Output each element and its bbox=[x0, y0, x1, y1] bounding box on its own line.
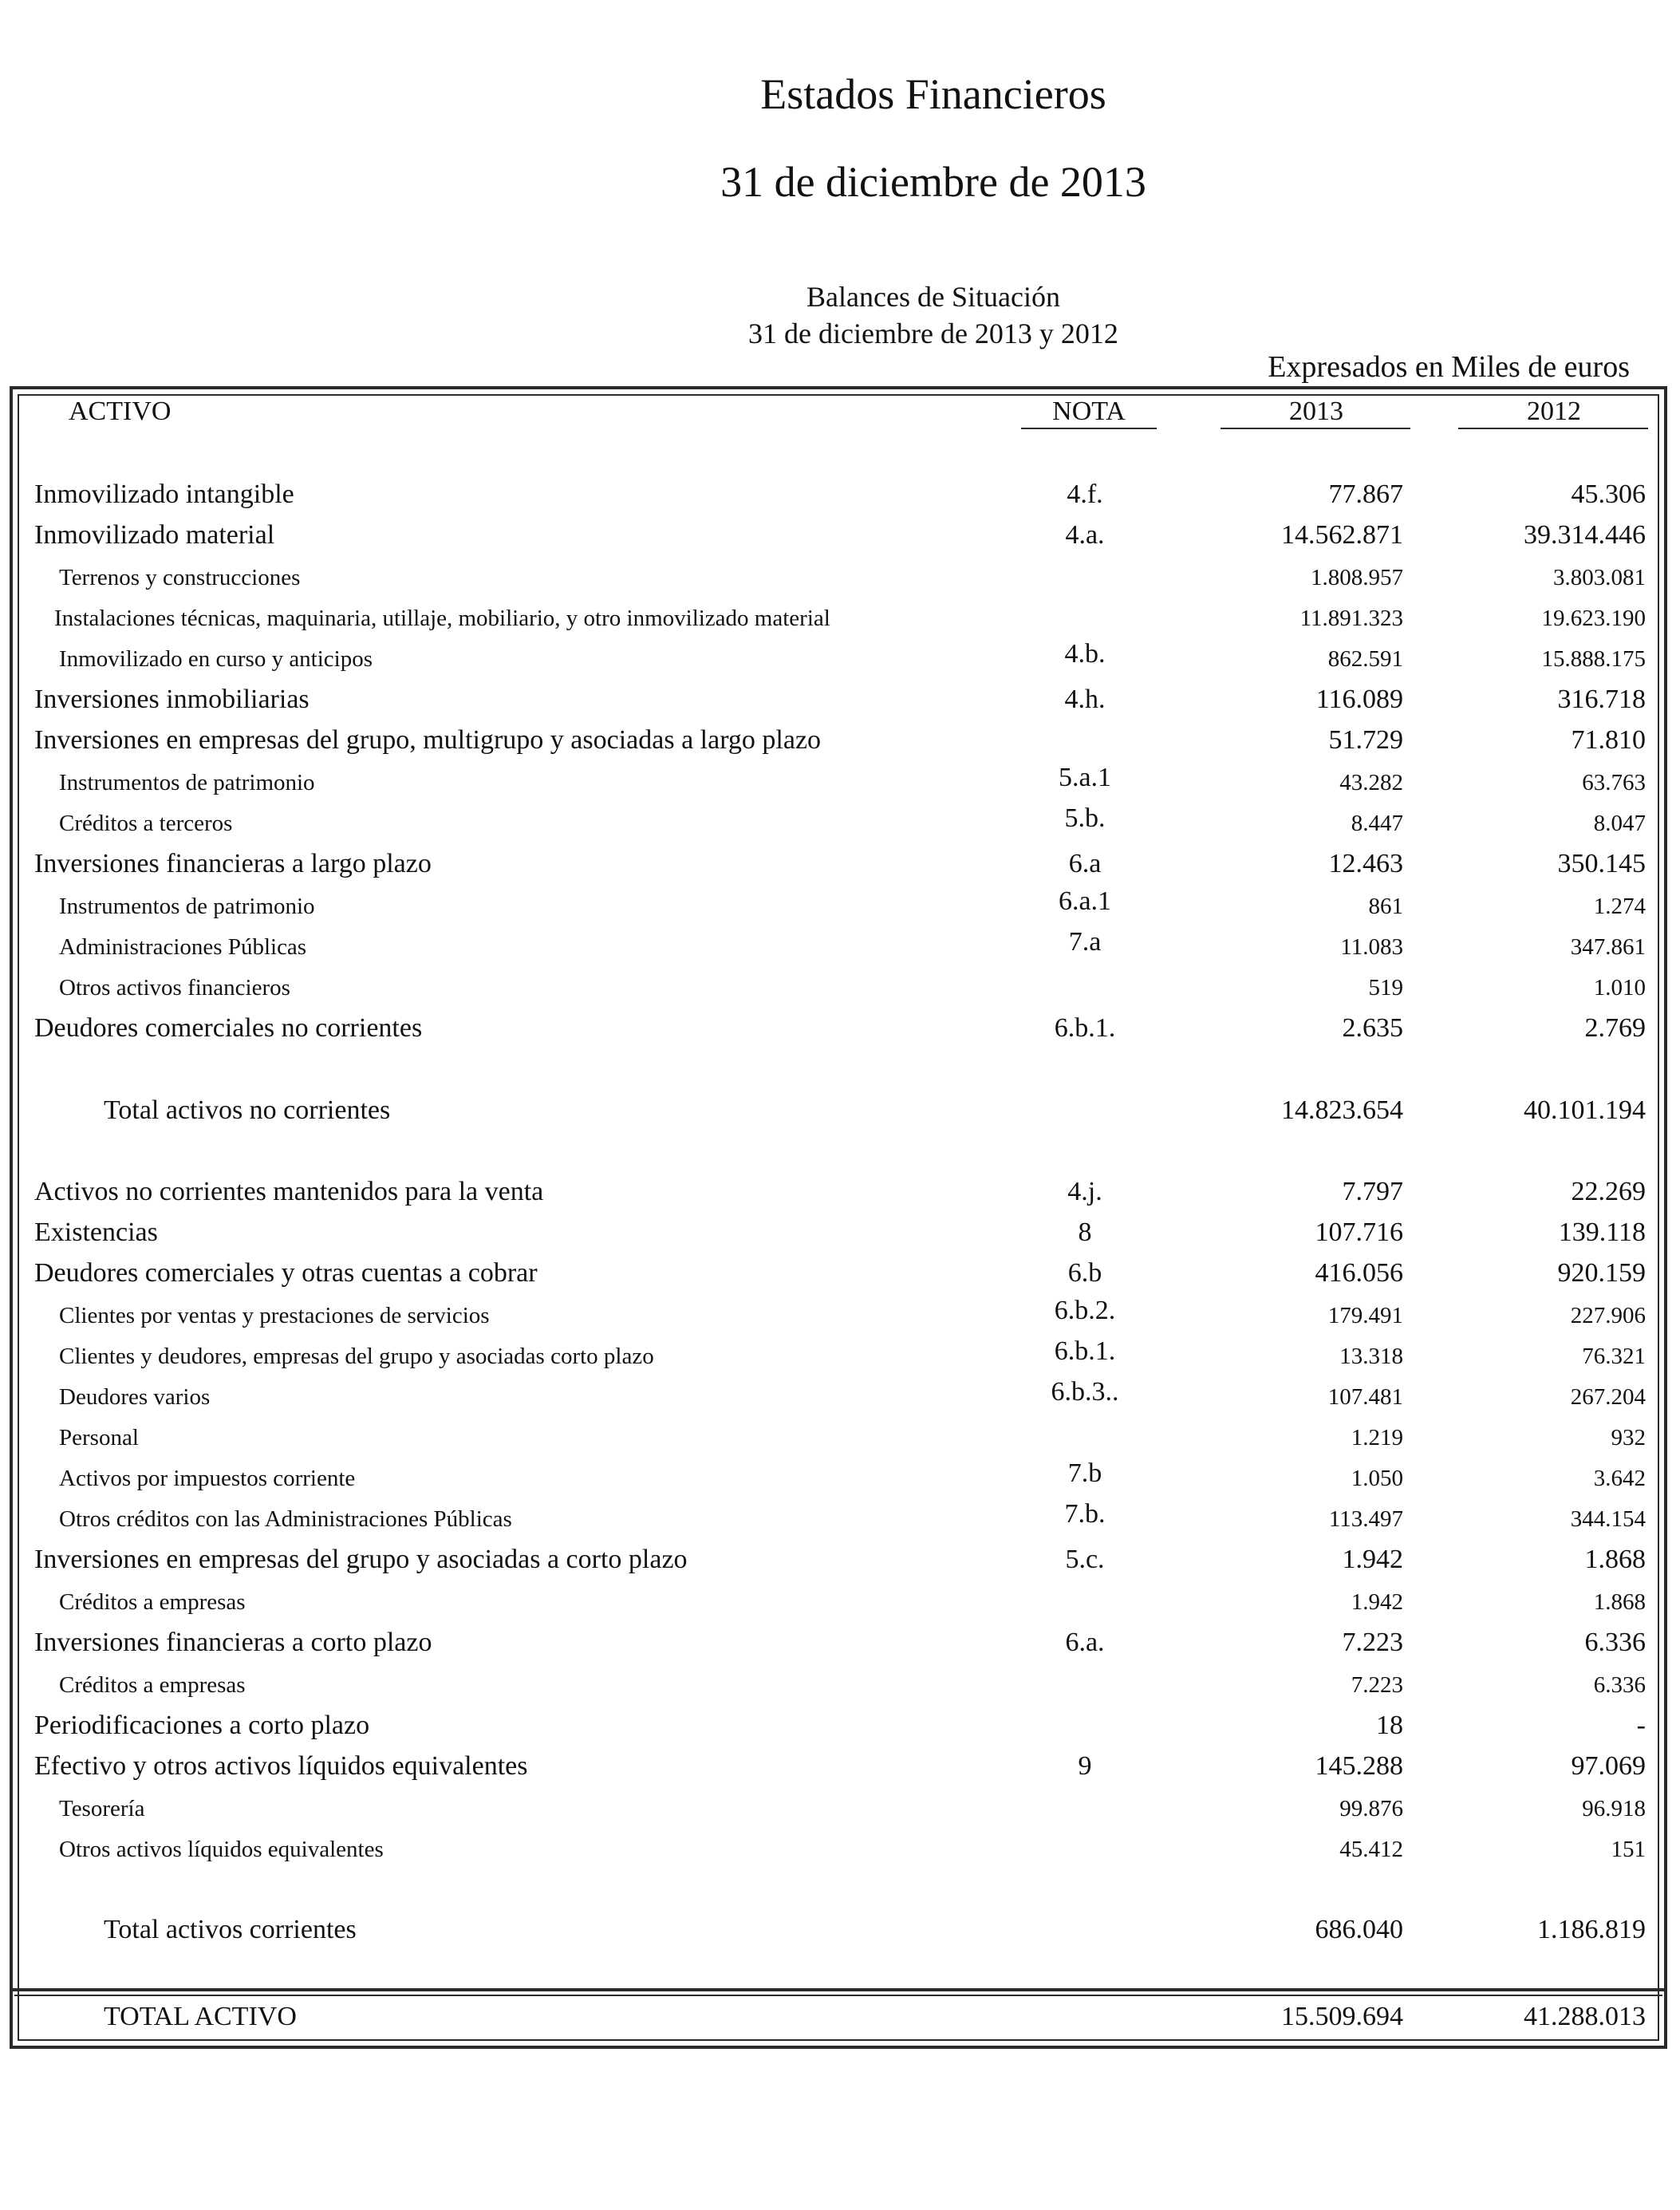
table-row bbox=[0, 1008, 1680, 1049]
row-label: Personal bbox=[59, 1425, 139, 1450]
row-label: Deudores comerciales no corrientes bbox=[34, 1013, 423, 1043]
row-value-2012: 6.336 bbox=[1593, 1672, 1646, 1698]
table-row bbox=[0, 1253, 1680, 1294]
row-value-2013: 15.509.694 bbox=[1281, 2002, 1403, 2031]
header-underline-nota bbox=[1021, 428, 1157, 429]
row-nota: 4.f. bbox=[1067, 479, 1103, 509]
row-label: TOTAL ACTIVO bbox=[104, 2002, 297, 2031]
row-value-2013: 1.942 bbox=[1351, 1589, 1403, 1615]
row-label: Periodificaciones a corto plazo bbox=[34, 1711, 370, 1740]
row-label: Créditos a empresas bbox=[59, 1589, 246, 1615]
row-nota: 8 bbox=[1078, 1217, 1092, 1247]
table-row bbox=[0, 1090, 1680, 1131]
row-label: Administraciones Públicas bbox=[59, 934, 307, 960]
row-nota: 6.b.1. bbox=[1054, 1013, 1116, 1043]
row-value-2013: 7.223 bbox=[1342, 1628, 1403, 1657]
row-value-2013: 1.050 bbox=[1351, 1466, 1403, 1491]
row-label: Instrumentos de patrimonio bbox=[59, 894, 315, 919]
row-value-2012: 3.803.081 bbox=[1553, 565, 1646, 590]
row-label: Otros activos financieros bbox=[59, 975, 290, 1000]
row-value-2013: 519 bbox=[1368, 975, 1403, 1000]
row-value-2012: 139.118 bbox=[1558, 1217, 1646, 1247]
row-value-2013: 14.823.654 bbox=[1281, 1095, 1403, 1125]
row-label: Inversiones en empresas del grupo y asociadas a corto plazo bbox=[34, 1545, 688, 1574]
table-row bbox=[0, 1458, 1680, 1499]
row-label: Activos no corrientes mantenidos para la venta bbox=[34, 1177, 544, 1206]
table-row bbox=[0, 557, 1680, 598]
row-nota: 7.b. bbox=[1064, 1499, 1106, 1529]
row-nota: 6.b.1. bbox=[1054, 1336, 1116, 1366]
table-row bbox=[0, 598, 1680, 639]
row-label: Instrumentos de patrimonio bbox=[59, 770, 315, 795]
table-row bbox=[0, 679, 1680, 720]
table-row bbox=[0, 762, 1680, 803]
row-value-2013: 145.288 bbox=[1315, 1751, 1403, 1781]
table-row bbox=[0, 638, 1680, 680]
row-label: Deudores comerciales y otras cuentas a cobrar bbox=[34, 1258, 538, 1288]
table-row bbox=[0, 1171, 1680, 1213]
row-value-2013: 8.447 bbox=[1351, 811, 1403, 836]
document-date: 31 de diciembre de 2013 bbox=[720, 158, 1146, 206]
row-value-2013: 7.223 bbox=[1351, 1672, 1403, 1698]
row-value-2012: 151 bbox=[1611, 1837, 1646, 1862]
table-row bbox=[0, 1705, 1680, 1746]
row-value-2013: 51.729 bbox=[1328, 725, 1403, 755]
row-nota: 6.b bbox=[1067, 1258, 1102, 1288]
table-row bbox=[0, 1295, 1680, 1336]
row-nota: 7.a bbox=[1068, 927, 1102, 957]
row-value-2012: 6.336 bbox=[1584, 1628, 1646, 1657]
row-label: Inversiones en empresas del grupo, multigrupo y asociadas a largo plazo bbox=[34, 725, 822, 755]
row-label: Créditos a empresas bbox=[59, 1672, 246, 1698]
row-value-2012: 267.204 bbox=[1570, 1384, 1646, 1410]
column-header-nota: NOTA bbox=[1052, 397, 1126, 426]
row-value-2013: 99.876 bbox=[1339, 1796, 1403, 1821]
units-note: Expresados en Miles de euros bbox=[1268, 350, 1630, 384]
statement-period: 31 de diciembre de 2013 y 2012 bbox=[748, 318, 1118, 349]
row-label: Inversiones inmobiliarias bbox=[34, 685, 310, 714]
row-value-2012: 71.810 bbox=[1571, 725, 1646, 755]
table-row bbox=[0, 1788, 1680, 1829]
row-value-2012: 39.314.446 bbox=[1524, 520, 1646, 550]
table-row bbox=[0, 1581, 1680, 1623]
table-row bbox=[0, 926, 1680, 968]
row-value-2012: 41.288.013 bbox=[1524, 2002, 1646, 2031]
row-value-2013: 1.942 bbox=[1342, 1545, 1403, 1574]
table-row bbox=[0, 1664, 1680, 1706]
row-value-2013: 862.591 bbox=[1327, 646, 1403, 672]
row-nota: 6.a. bbox=[1065, 1628, 1105, 1657]
row-value-2013: 11.083 bbox=[1340, 934, 1403, 960]
column-header-2012: 2012 bbox=[1527, 397, 1581, 426]
table-row bbox=[0, 1498, 1680, 1540]
row-value-2012: 347.861 bbox=[1570, 934, 1646, 960]
row-value-2013: 14.562.871 bbox=[1281, 520, 1403, 550]
row-value-2013: 416.056 bbox=[1315, 1258, 1403, 1288]
row-value-2012: 8.047 bbox=[1593, 811, 1646, 836]
row-nota: 5.a.1 bbox=[1058, 763, 1112, 792]
row-value-2012: 63.763 bbox=[1582, 770, 1646, 795]
row-value-2013: 13.318 bbox=[1339, 1344, 1403, 1369]
row-label: Inmovilizado en curso y anticipos bbox=[59, 646, 373, 672]
row-value-2012: - bbox=[1636, 1711, 1646, 1740]
row-nota: 5.b. bbox=[1064, 803, 1106, 833]
row-value-2012: 45.306 bbox=[1571, 479, 1646, 509]
table-row bbox=[0, 1829, 1680, 1870]
row-nota: 6.a.1 bbox=[1058, 886, 1112, 916]
row-nota: 6.a bbox=[1068, 849, 1102, 878]
row-label: Deudores varios bbox=[59, 1384, 211, 1410]
document-title: Estados Financieros bbox=[760, 70, 1106, 118]
table-row bbox=[0, 515, 1680, 556]
table-row bbox=[0, 967, 1680, 1008]
row-label: Existencias bbox=[34, 1217, 158, 1247]
row-value-2013: 7.797 bbox=[1342, 1177, 1403, 1206]
row-label: Inmovilizado intangible bbox=[34, 479, 294, 509]
row-value-2012: 96.918 bbox=[1582, 1796, 1646, 1821]
statement-title: Balances de Situación bbox=[806, 281, 1060, 313]
row-value-2012: 344.154 bbox=[1570, 1506, 1646, 1532]
column-header-2013: 2013 bbox=[1289, 397, 1343, 426]
row-label: Créditos a terceros bbox=[59, 811, 233, 836]
table-row bbox=[0, 886, 1680, 927]
row-value-2013: 179.491 bbox=[1327, 1303, 1403, 1328]
row-nota: 4.h. bbox=[1064, 685, 1106, 714]
row-nota: 4.b. bbox=[1064, 639, 1106, 669]
row-value-2013: 1.219 bbox=[1351, 1425, 1403, 1450]
row-label: Tesorería bbox=[59, 1796, 145, 1821]
row-value-2013: 77.867 bbox=[1328, 479, 1403, 509]
row-nota: 4.a. bbox=[1065, 520, 1105, 550]
row-label: Activos por impuestos corriente bbox=[59, 1466, 356, 1491]
row-label: Inmovilizado material bbox=[34, 520, 275, 550]
row-label: Total activos no corrientes bbox=[104, 1095, 391, 1125]
header-underline-2012 bbox=[1458, 428, 1648, 429]
table-row bbox=[0, 1212, 1680, 1253]
row-value-2013: 107.481 bbox=[1327, 1384, 1403, 1410]
row-nota: 6.b.2. bbox=[1054, 1296, 1116, 1325]
column-header-activo: ACTIVO bbox=[69, 397, 172, 426]
table-row bbox=[0, 1376, 1680, 1418]
row-nota: 5.c. bbox=[1065, 1545, 1105, 1574]
row-value-2013: 12.463 bbox=[1328, 849, 1403, 878]
row-value-2013: 107.716 bbox=[1315, 1217, 1403, 1247]
row-label: Clientes y deudores, empresas del grupo y asociadas corto plazo bbox=[59, 1344, 654, 1369]
row-value-2012: 350.145 bbox=[1557, 849, 1646, 878]
row-value-2012: 2.769 bbox=[1584, 1013, 1646, 1043]
row-value-2012: 932 bbox=[1611, 1425, 1646, 1450]
row-label: Total activos corrientes bbox=[104, 1915, 357, 1944]
row-value-2012: 1.010 bbox=[1593, 975, 1646, 1000]
table-row bbox=[0, 1622, 1680, 1663]
table-row bbox=[0, 1746, 1680, 1787]
table-row bbox=[0, 843, 1680, 885]
table-row bbox=[0, 1909, 1680, 1951]
table-row bbox=[0, 474, 1680, 515]
row-value-2012: 316.718 bbox=[1557, 685, 1646, 714]
row-label: Inversiones financieras a largo plazo bbox=[34, 849, 432, 878]
row-value-2013: 18 bbox=[1376, 1711, 1403, 1740]
row-value-2013: 45.412 bbox=[1339, 1837, 1403, 1862]
row-value-2013: 116.089 bbox=[1315, 685, 1403, 714]
row-value-2012: 15.888.175 bbox=[1541, 646, 1646, 672]
row-value-2013: 11.891.323 bbox=[1299, 606, 1403, 631]
row-value-2012: 1.868 bbox=[1593, 1589, 1646, 1615]
row-label: Instalaciones técnicas, maquinaria, utillaje, mobiliario, y otro inmovilizado material bbox=[54, 606, 830, 631]
row-label: Inversiones financieras a corto plazo bbox=[34, 1628, 432, 1657]
row-value-2013: 43.282 bbox=[1339, 770, 1403, 795]
row-value-2013: 2.635 bbox=[1342, 1013, 1403, 1043]
row-value-2012: 227.906 bbox=[1570, 1303, 1646, 1328]
row-label: Otros activos líquidos equivalentes bbox=[59, 1837, 384, 1862]
row-value-2012: 40.101.194 bbox=[1524, 1095, 1646, 1125]
row-value-2013: 113.497 bbox=[1328, 1506, 1403, 1532]
row-label: Otros créditos con las Administraciones Públicas bbox=[59, 1506, 512, 1532]
row-nota: 6.b.3.. bbox=[1051, 1377, 1119, 1407]
row-value-2013: 861 bbox=[1368, 894, 1403, 919]
row-label: Clientes por ventas y prestaciones de servicios bbox=[59, 1303, 490, 1328]
row-value-2012: 22.269 bbox=[1571, 1177, 1646, 1206]
row-value-2012: 920.159 bbox=[1557, 1258, 1646, 1288]
row-value-2012: 3.642 bbox=[1593, 1466, 1646, 1491]
row-value-2012: 1.274 bbox=[1593, 894, 1646, 919]
table-row bbox=[0, 803, 1680, 844]
row-label: Terrenos y construcciones bbox=[59, 565, 301, 590]
row-value-2013: 686.040 bbox=[1315, 1915, 1403, 1944]
table-row bbox=[0, 720, 1680, 761]
row-nota: 7.b bbox=[1067, 1458, 1102, 1488]
row-label: Efectivo y otros activos líquidos equivalentes bbox=[34, 1751, 528, 1781]
row-nota: 4.j. bbox=[1067, 1177, 1102, 1206]
row-nota: 9 bbox=[1078, 1751, 1092, 1781]
table-row bbox=[0, 1336, 1680, 1377]
row-value-2012: 97.069 bbox=[1571, 1751, 1646, 1781]
row-value-2013: 1.808.957 bbox=[1311, 565, 1403, 590]
row-value-2012: 19.623.190 bbox=[1541, 606, 1646, 631]
row-value-2012: 76.321 bbox=[1582, 1344, 1646, 1369]
row-value-2012: 1.186.819 bbox=[1537, 1915, 1646, 1944]
row-value-2012: 1.868 bbox=[1584, 1545, 1646, 1574]
table-row bbox=[0, 1539, 1680, 1581]
header-underline-2013 bbox=[1221, 428, 1410, 429]
total-activo-row bbox=[0, 1996, 1680, 2038]
table-row bbox=[0, 1417, 1680, 1458]
